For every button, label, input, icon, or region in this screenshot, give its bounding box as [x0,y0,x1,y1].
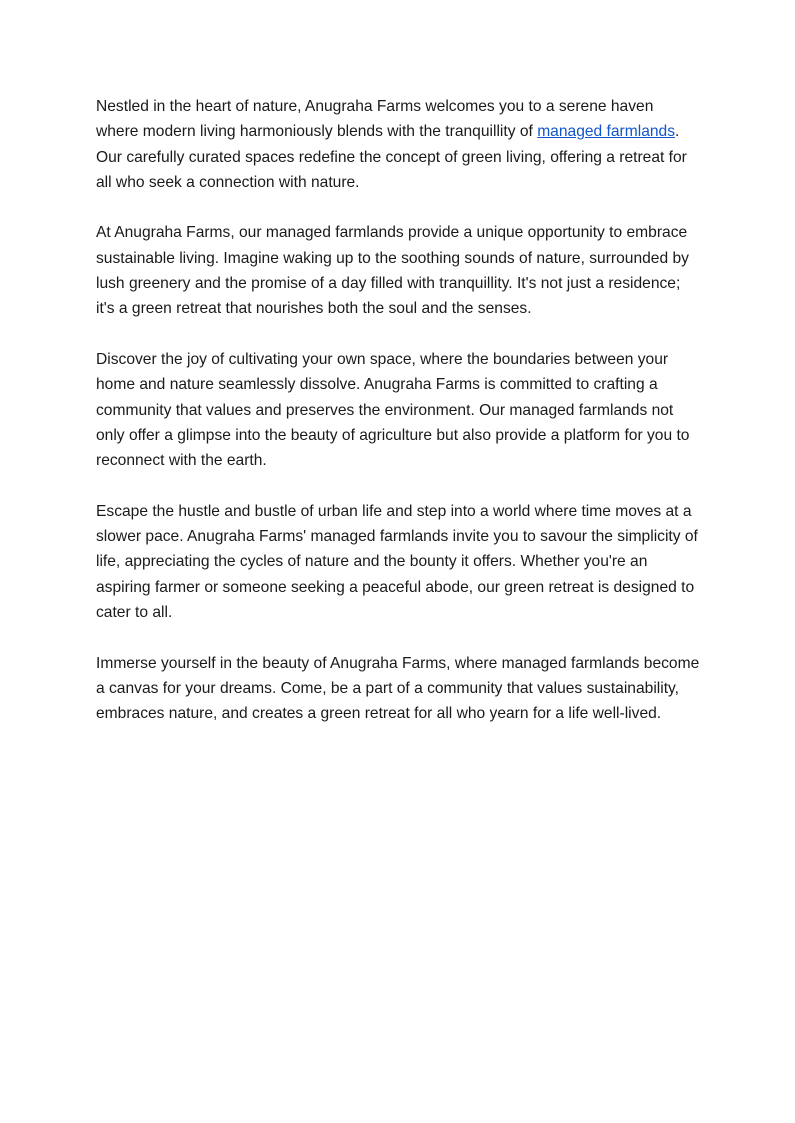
paragraph-sustainable-living: At Anugraha Farms, our managed farmlands provide a unique opportunity to embrace sustainable living. Imagine waking up to the soothing sounds of nature, surrounded by lush greenery and the promise of a day filled with tranquillity. It's not just a residence; it's a green retreat that nourishes both the soul and the senses. [96,224,689,318]
paragraph-escape-urban-life: Escape the hustle and bustle of urban life and step into a world where time moves at a slower pace. Anugraha Farms' managed farmlands invite you to savour the simplicity of life, appreciating the cycles of nature and the bounty it offers. Whether you're an aspiring farmer or someone seeking a peaceful abode, our green retreat is designed to cater to all. [96,502,698,621]
paragraph-cultivating-space: Discover the joy of cultivating your own space, where the boundaries between your home and nature seamlessly dissolve. Anugraha Farms is committed to crafting a community that values and preserves the environment. Our managed farmlands not only offer a glimpse into the beauty of agriculture but also provide a platform for you to reconnect with the earth. [96,350,690,470]
paragraph-intro-text: Nestled in the heart of nature, Anugraha Farms welcomes you to a serene haven where modern living harmoniously blends with the tranquillity of [96,98,654,141]
document-body [96,94,700,752]
paragraph-immerse-yourself: Immerse yourself in the beauty of Anugraha Farms, where managed farmlands become a canvas for your dreams. Come, be a part of a community that values sustainability, embraces nature, and creates a green retreat for all who yearn for a life well-lived. [96,654,700,723]
paragraph-intro [96,94,700,195]
paragraph-intro-text-continued: . Our carefully curated spaces redefine the concept of green living, offering a retreat for all who seek a connection with nature. [96,123,687,191]
managed-farmlands-link[interactable]: managed farmlands [537,123,676,141]
